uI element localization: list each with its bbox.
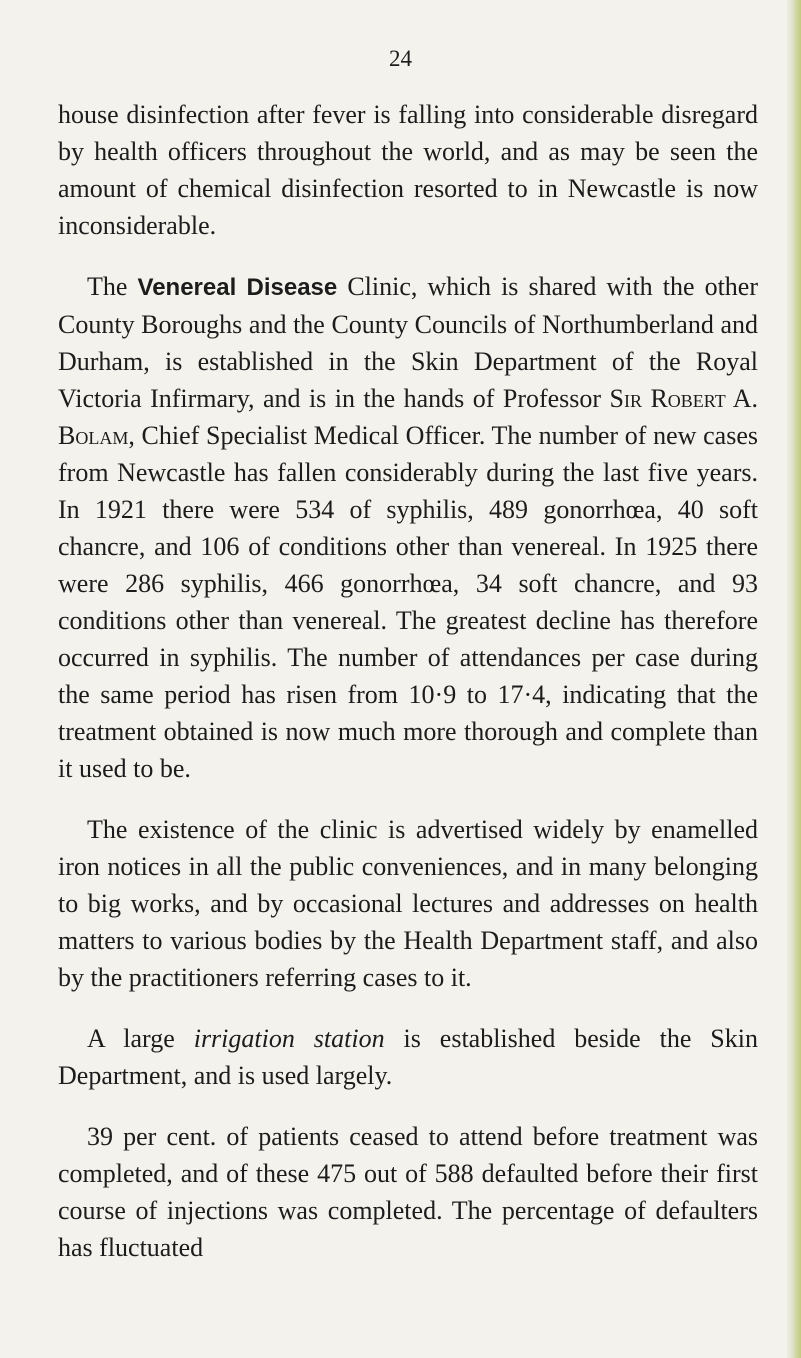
italic-term: irrigation station [193,1024,385,1053]
paragraph-text: Clinic, which is shared with the other County Boroughs and the County Councils of Northumberland and Durham, is established in the Skin Department of the Royal Victoria Infirmary, and is in the hands of Professor [58,272,759,413]
paragraph-clinic-advertising [58,811,758,996]
person-name: Sir Robert A. Bolam [58,384,758,450]
bold-heading-term: Venereal Disease [137,274,338,301]
page-number: 24 [389,46,412,71]
paragraph-venereal-disease-clinic [58,268,758,787]
paragraph-house-disinfection [58,96,758,244]
paragraph-defaulters [58,1118,758,1266]
paragraph-text: The existence of the clinic is advertised widely by enamelled iron notices in all the public conveniences, and in many belonging to big works, and by occasional lectures and addresses on health matters to various bodies by the Health Department staff, and also by the practitioners referring cases to it. [58,815,758,992]
paragraph-text: The [87,272,138,301]
paragraph-text: house disinfection after fever is falling into considerable disregard by health officers throughout the world, and as may be seen the amount of chemical disinfection resorted to in Newcastle is now inconsiderable. [58,100,758,240]
paragraph-text: is established beside the Skin Department, and is used largely. [58,1024,758,1090]
paragraph-text: A large [87,1024,194,1053]
paragraph-text: 39 per cent. of patients ceased to attend before treatment was completed, and of these 475 out of 588 defaulted before their first course of injections was completed. The percentage of defaulters has fluctuated [58,1122,758,1262]
page-body [58,96,758,1290]
paragraph-irrigation-station [58,1020,758,1094]
page-edge-shadow [787,0,801,1358]
paragraph-text: , Chief Specialist Medical Officer. The number of new cases from Newcastle has fallen considerably during the last five years. In 1921 there were 534 of syphilis, 489 gonorrhœa, 40 soft chancre, and 106 of conditions other than venereal. In 1925 there were 286 syphilis, 466 gonorrhœa, 34 soft chancre, and 93 conditions other than venereal. The greatest decline has therefore occurred in syphilis. The number of attendances per case during the same period has risen from 10·9 to 17·4, indicating that the treatment obtained is now much more thorough and complete than it used to be. [58,421,758,783]
